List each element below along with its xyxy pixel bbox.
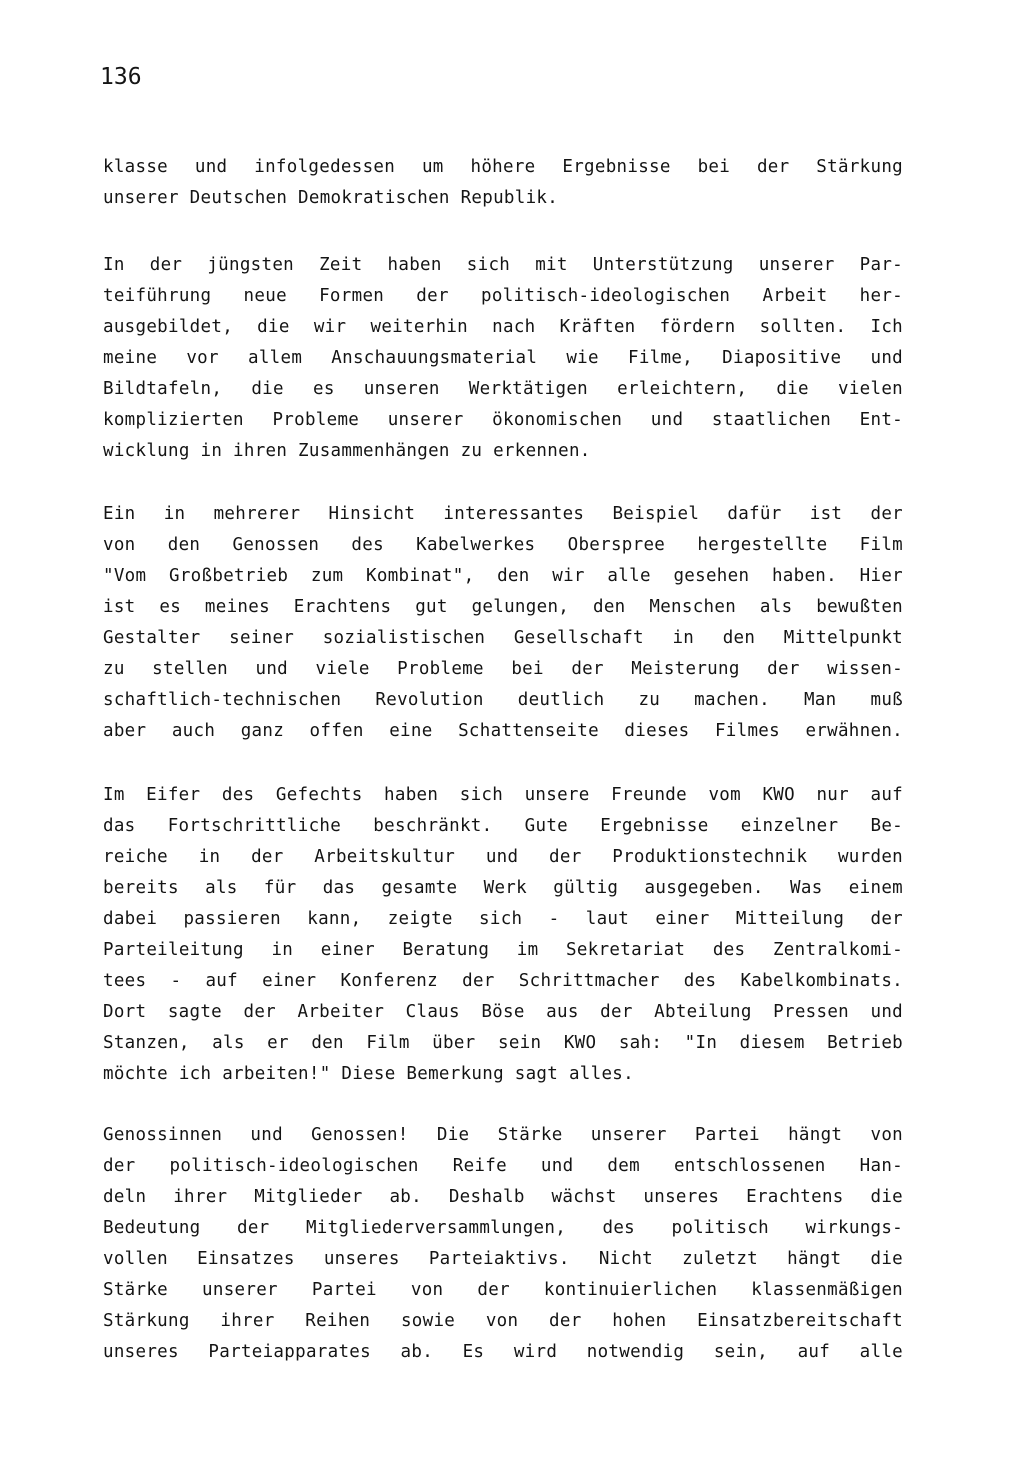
text-line: bereits als für das gesamte Werk gültig ausgegeben. Was einem bbox=[103, 878, 903, 898]
text-line: tees - auf einer Konferenz der Schrittmacher des Kabelkombinats. bbox=[103, 971, 903, 991]
text-line: unserer Deutschen Demokratischen Republik. bbox=[103, 188, 559, 208]
text-line: von den Genossen des Kabelwerkes Oberspree hergestellte Film bbox=[103, 535, 903, 555]
paragraph bbox=[103, 250, 903, 467]
text-line: Ein in mehrerer Hinsicht interessantes Beispiel dafür ist der bbox=[103, 504, 903, 524]
text-line: zu stellen und viele Probleme bei der Meisterung der wissen- bbox=[103, 659, 903, 679]
text-line: Stärkung ihrer Reihen sowie von der hohen Einsatzbereitschaft bbox=[103, 1311, 903, 1331]
text-line: reiche in der Arbeitskultur und der Produktionstechnik wurden bbox=[103, 847, 903, 867]
text-line: wicklung in ihren Zusammenhängen zu erkennen. bbox=[103, 441, 591, 461]
text-line: unseres Parteiapparates ab. Es wird notwendig sein, auf alle bbox=[103, 1342, 903, 1362]
text-line: schaftlich-technischen Revolution deutlich zu machen. Man muß bbox=[103, 690, 903, 710]
paragraph bbox=[103, 152, 903, 214]
text-line: ausgebildet, die wir weiterhin nach Kräften fördern sollten. Ich bbox=[103, 317, 903, 337]
text-line: der politisch-ideologischen Reife und dem entschlossenen Han- bbox=[103, 1156, 903, 1176]
text-line: meine vor allem Anschauungsmaterial wie Filme, Diapositive und bbox=[103, 348, 903, 368]
text-line: deln ihrer Mitglieder ab. Deshalb wächst unseres Erachtens die bbox=[103, 1187, 903, 1207]
text-line: dabei passieren kann, zeigte sich - laut einer Mitteilung der bbox=[103, 909, 903, 929]
text-line: Dort sagte der Arbeiter Claus Böse aus der Abteilung Pressen und bbox=[103, 1002, 903, 1022]
paragraph bbox=[103, 780, 903, 1090]
paragraph bbox=[103, 1120, 903, 1368]
text-line: möchte ich arbeiten!" Diese Bemerkung sagt alles. bbox=[103, 1064, 634, 1084]
text-line: Stärke unserer Partei von der kontinuierlichen klassenmäßigen bbox=[103, 1280, 903, 1300]
text-line: In der jüngsten Zeit haben sich mit Unterstützung unserer Par- bbox=[103, 255, 903, 275]
text-line: vollen Einsatzes unseres Parteiaktivs. Nicht zuletzt hängt die bbox=[103, 1249, 903, 1269]
text-line: komplizierten Probleme unserer ökonomischen und staatlichen Ent- bbox=[103, 410, 903, 430]
text-line: "Vom Großbetrieb zum Kombinat", den wir alle gesehen haben. Hier bbox=[103, 566, 903, 586]
text-line: das Fortschrittliche beschränkt. Gute Ergebnisse einzelner Be- bbox=[103, 816, 903, 836]
text-line: Gestalter seiner sozialistischen Gesellschaft in den Mittelpunkt bbox=[103, 628, 903, 648]
text-line: ist es meines Erachtens gut gelungen, den Menschen als bewußten bbox=[103, 597, 903, 617]
text-line: klasse und infolgedessen um höhere Ergebnisse bei der Stärkung bbox=[103, 157, 903, 177]
text-line: Bedeutung der Mitgliederversammlungen, des politisch wirkungs- bbox=[103, 1218, 903, 1238]
text-line: Im Eifer des Gefechts haben sich unsere Freunde vom KWO nur auf bbox=[103, 785, 903, 805]
text-line: Genossinnen und Genossen! Die Stärke unserer Partei hängt von bbox=[103, 1125, 903, 1145]
text-line: Parteileitung in einer Beratung im Sekretariat des Zentralkomi- bbox=[103, 940, 903, 960]
text-line: aber auch ganz offen eine Schattenseite dieses Filmes erwähnen. bbox=[103, 721, 903, 741]
text-line: Stanzen, als er den Film über sein KWO sah: "In diesem Betrieb bbox=[103, 1033, 903, 1053]
text-line: teiführung neue Formen der politisch-ideologischen Arbeit her- bbox=[103, 286, 903, 306]
page-number: 136 bbox=[100, 64, 142, 90]
text-line: Bildtafeln, die es unseren Werktätigen erleichtern, die vielen bbox=[103, 379, 903, 399]
paragraph bbox=[103, 499, 903, 747]
